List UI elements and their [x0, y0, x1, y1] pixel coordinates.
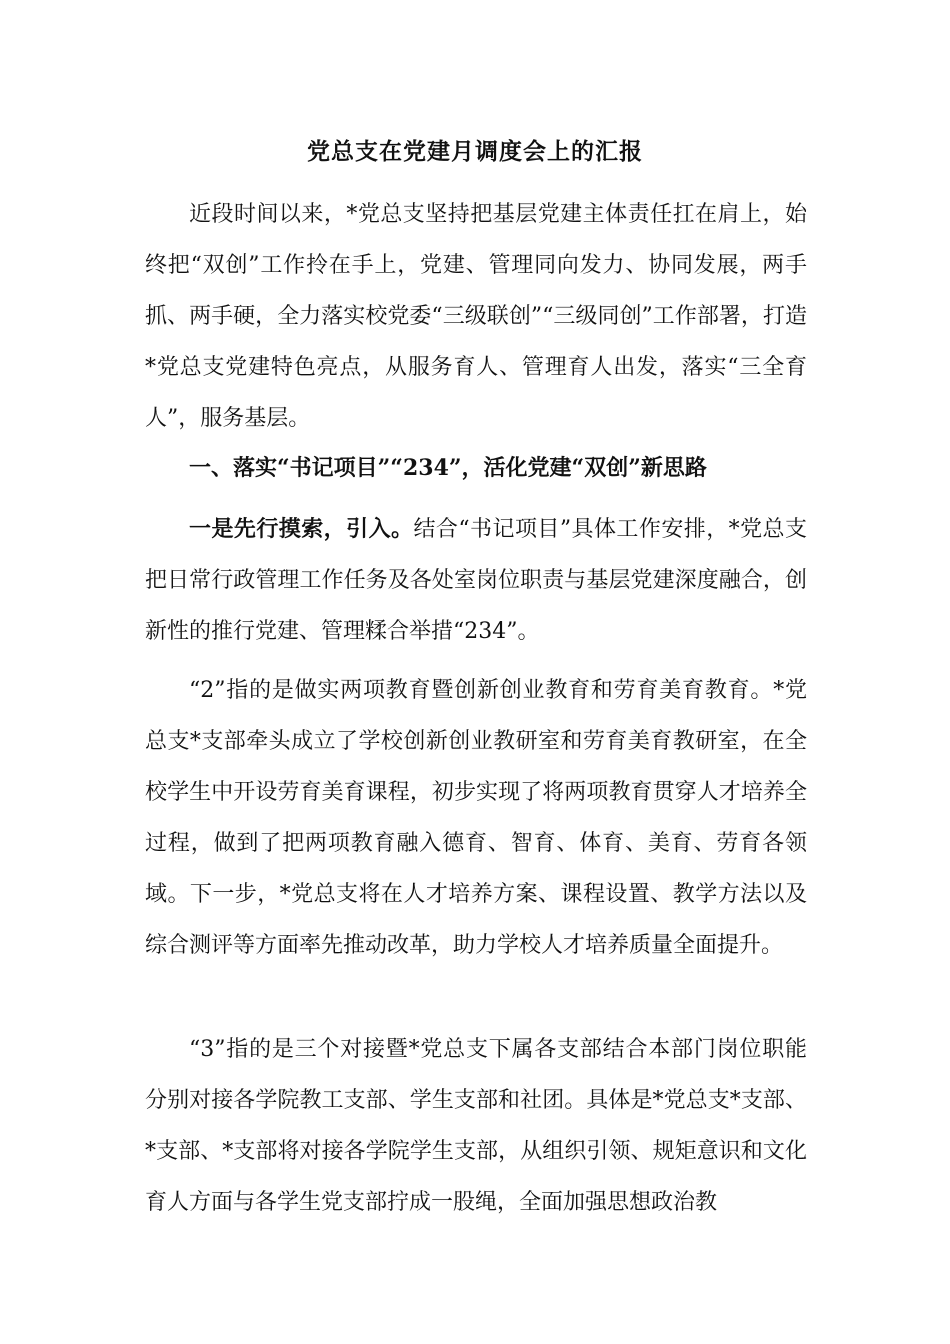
paragraph-explore	[145, 504, 807, 657]
paragraph-intro: 近段时间以来，*党总支坚持把基层党建主体责任扛在肩上，始终把“双创”工作拎在手上，党建、管理同向发力、协同发展，两手抓、两手硬，全力落实校党委“三级联创”“三级同创”工作部署，打造*党总支党建特色亮点，从服务育人、管理育人出发，落实“三全育人”，服务基层。	[145, 202, 807, 431]
paragraph-lead: 一是先行摸索，引入。	[189, 516, 414, 542]
paragraph-body: 结合“书记项目”具体工作安排，*党总支把日常行政管理工作任务及各处室岗位职责与基层党建深度融合，创新性的推行党建、管理糅合举措“234”。	[145, 517, 807, 644]
section-heading-1: 一、落实“书记项目”“234”，活化党建“双创”新思路	[189, 455, 707, 481]
paragraph-three-docking: “3”指的是三个对接暨*党总支下属各支部结合本部门岗位职能分别对接各学院教工支部、学生支部和社团。具体是*党总支*支部、*支部、*支部将对接各学院学生支部，从组织引领、规矩意识和文化育人方面与各学生党支部拧成一股绳，全面加强思想政治教	[145, 1037, 807, 1215]
paragraph-two-education: “2”指的是做实两项教育暨创新创业教育和劳育美育教育。*党总支*支部牵头成立了学校创新创业教研室和劳育美育教研室，在全校学生中开设劳育美育课程，初步实现了将两项教育贯穿人才培养全过程，做到了把两项教育融入德育、智育、体育、美育、劳育各领域。下一步，*党总支将在人才培养方案、课程设置、教学方法以及综合测评等方面率先推动改革，助力学校人才培养质量全面提升。	[145, 678, 807, 958]
document-title: 党总支在党建月调度会上的汇报	[307, 138, 643, 165]
